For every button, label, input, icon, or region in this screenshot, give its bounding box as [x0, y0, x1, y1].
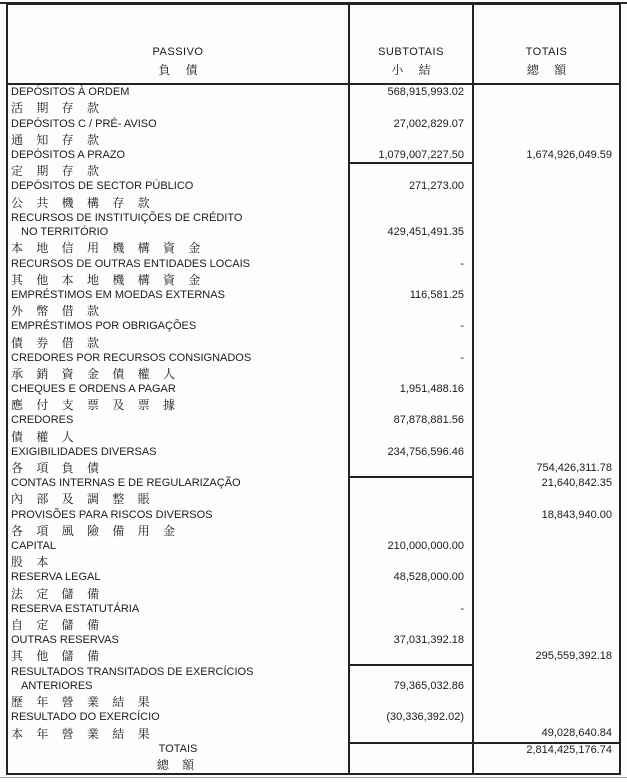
- total-value: [474, 445, 619, 459]
- total-value: 2,814,425,176.74: [474, 742, 619, 756]
- total-value: 18,843,940.00: [541, 508, 612, 521]
- total-value: [474, 570, 619, 584]
- table-row: [8, 194, 619, 211]
- row-label: 各 項 風 險 備 用 金: [8, 522, 350, 539]
- header-passivo-zh: 負 債: [158, 63, 204, 77]
- total-value: [474, 553, 619, 570]
- subtotal-value: [350, 302, 474, 319]
- row-label: CHEQUES E ORDENS A PAGAR: [8, 382, 350, 396]
- total-value: [474, 679, 619, 693]
- table-row: [8, 382, 619, 396]
- row-label: 歷 年 營 業 結 果: [8, 693, 350, 710]
- subtotal-value: [350, 459, 474, 476]
- table-row: [8, 710, 619, 724]
- table-row: [8, 239, 619, 256]
- row-label: RECURSOS DE INSTITUIÇÕES DE CRÉDITO: [8, 211, 350, 225]
- table-row: [8, 539, 619, 553]
- header-totais-pt: TOTAIS: [525, 46, 568, 58]
- subtotal-value: 48,528,000.00: [350, 570, 474, 584]
- table-row: [8, 148, 619, 162]
- total-value: [474, 710, 619, 724]
- total-value: [474, 351, 619, 365]
- subtotal-value: (30,336,392.02): [350, 710, 474, 724]
- total-value: 754,426,311.78: [536, 461, 612, 474]
- subtotal-value: 1,079,007,227.50: [350, 148, 474, 162]
- subtotal-value: [350, 271, 474, 288]
- subtotal-value: 568,915,993.02: [350, 85, 474, 99]
- row-label: RECURSOS DE OUTRAS ENTIDADES LOCAIS: [8, 256, 350, 270]
- total-value: [474, 616, 619, 633]
- table-row: [8, 131, 619, 148]
- total-value: [474, 664, 619, 678]
- row-label: OUTRAS RESERVAS: [8, 633, 350, 647]
- total-value: [474, 194, 619, 211]
- total-value: 49,028,640.84: [541, 727, 612, 740]
- subtotal-value: [350, 553, 474, 570]
- table-row: [8, 693, 619, 710]
- subtotal-value: [350, 428, 474, 445]
- total-value: [474, 693, 619, 710]
- total-value: [474, 225, 619, 239]
- table-row: [8, 116, 619, 130]
- total-value: [474, 239, 619, 256]
- row-label: 各 項 負 債: [8, 459, 350, 476]
- subtotal-value: [350, 585, 474, 602]
- subtotal-value: [350, 396, 474, 413]
- total-value: [474, 256, 619, 270]
- subtotal-value: [350, 211, 474, 225]
- total-value: [474, 302, 619, 319]
- table-row: [8, 225, 619, 239]
- subtotal-value: -: [350, 256, 474, 270]
- total-value: [474, 539, 619, 553]
- header-subtotais-zh: 小 結: [391, 63, 437, 77]
- total-value: [474, 490, 619, 507]
- subtotal-value: [350, 507, 474, 521]
- total-value: [474, 131, 619, 148]
- subtotal-value: 234,756,596.46: [350, 445, 474, 459]
- total-value: [474, 602, 619, 616]
- table-row: [8, 179, 619, 193]
- table-row: [8, 365, 619, 382]
- row-label: 本 年 營 業 結 果: [8, 725, 350, 742]
- subtotal-value: [350, 194, 474, 211]
- row-label: DEPÓSITOS C / PRÉ- AVISO: [8, 116, 350, 130]
- subtotal-value: [350, 99, 474, 116]
- total-value: [474, 179, 619, 193]
- header-passivo-pt: PASSIVO: [152, 46, 204, 58]
- table-row: [8, 679, 619, 693]
- table-row: [8, 413, 619, 427]
- row-label: 承 銷 資 金 債 權 人: [8, 365, 350, 382]
- table-row: [8, 445, 619, 459]
- subtotal-value: -: [350, 602, 474, 616]
- table-row: [8, 288, 619, 302]
- subtotal-value: 271,273.00: [350, 179, 474, 193]
- subtotal-value: [350, 647, 474, 664]
- total-value: [474, 319, 619, 333]
- table-row: [8, 351, 619, 365]
- table-rows: [8, 85, 619, 773]
- table-row: [8, 476, 619, 490]
- row-label: 活 期 存 款: [8, 99, 350, 116]
- total-value: [474, 382, 619, 396]
- row-label: EMPRÉSTIMOS POR OBRIGAÇÕES: [8, 319, 350, 333]
- row-label: RESERVA ESTATUTÁRIA: [8, 602, 350, 616]
- row-label: CREDORES: [8, 413, 350, 427]
- row-label: 總 額: [8, 756, 350, 773]
- subtotal-value: [350, 522, 474, 539]
- total-value: [474, 288, 619, 302]
- table-row: [8, 99, 619, 116]
- total-value: [474, 428, 619, 445]
- table-row: [8, 319, 619, 333]
- row-label: 自 定 儲 備: [8, 616, 350, 633]
- row-label: DEPÓSITOS DE SECTOR PÚBLICO: [8, 179, 350, 193]
- subtotal-value: [350, 131, 474, 148]
- row-label: 通 知 存 款: [8, 131, 350, 148]
- row-label: CREDORES POR RECURSOS CONSIGNADOS: [8, 351, 350, 365]
- header-passivo: [8, 5, 350, 83]
- subtotal-value: [350, 664, 474, 678]
- table-row: [8, 602, 619, 616]
- row-label: PROVISÕES PARA RISCOS DIVERSOS: [8, 507, 350, 521]
- table-row: [8, 585, 619, 602]
- subtotal-value: 116,581.25: [350, 288, 474, 302]
- subtotal-value: [350, 693, 474, 710]
- table-row: [8, 725, 619, 742]
- header-subtotais: [350, 5, 474, 83]
- subtotal-value: 429,451,491.35: [350, 225, 474, 239]
- row-label: 內 部 及 調 整 賬: [8, 490, 350, 507]
- table-row: [8, 256, 619, 270]
- table-row: [8, 507, 619, 521]
- row-label: DEPÓSITOS A PRAZO: [8, 148, 350, 162]
- table-row: [8, 459, 619, 476]
- table-row: [8, 85, 619, 99]
- row-label: 法 定 儲 備: [8, 585, 350, 602]
- total-value: [474, 522, 619, 539]
- total-value: [474, 396, 619, 413]
- row-label: 其 他 儲 備: [8, 647, 350, 664]
- table-row: [8, 522, 619, 539]
- total-value: [474, 585, 619, 602]
- table-row: [8, 162, 619, 179]
- table-row: [8, 756, 619, 773]
- scan-edge-line-bottom: [0, 777, 627, 778]
- subtotal-value: [350, 616, 474, 633]
- total-value: [474, 365, 619, 382]
- total-value: 21,640,842.35: [541, 477, 612, 490]
- subtotal-value: 1,951,488.16: [350, 382, 474, 396]
- total-value: [474, 116, 619, 130]
- table-row: [8, 396, 619, 413]
- subtotal-value: [350, 742, 474, 756]
- subtotal-value: -: [350, 319, 474, 333]
- header-subtotais-pt: SUBTOTAIS: [378, 46, 444, 58]
- total-value: [474, 271, 619, 288]
- table-row: [8, 570, 619, 584]
- total-value: [474, 211, 619, 225]
- row-label: DEPÓSITOS À ORDEM: [8, 85, 350, 99]
- total-value: [474, 85, 619, 99]
- row-label: ANTERIORES: [8, 679, 350, 693]
- total-value: 295,559,392.18: [535, 649, 612, 662]
- table-row: [8, 334, 619, 351]
- total-value: [474, 334, 619, 351]
- subtotal-value: [350, 365, 474, 382]
- table-row: [8, 633, 619, 647]
- subtotal-value: 87,878,881.56: [350, 413, 474, 427]
- subtotal-value: [350, 725, 474, 742]
- row-label: RESULTADOS TRANSITADOS DE EXERCÍCIOS: [8, 664, 350, 678]
- table-row: [8, 616, 619, 633]
- subtotal-value: 27,002,829.07: [350, 116, 474, 130]
- liabilities-table: [6, 3, 621, 775]
- total-value: [474, 413, 619, 427]
- total-value: 1,674,926,049.59: [526, 148, 612, 161]
- table-row: [8, 490, 619, 507]
- table-row: [8, 647, 619, 664]
- subtotal-value: 37,031,392.18: [350, 633, 474, 647]
- total-value: [474, 162, 619, 179]
- row-label: RESULTADO DO EXERCÍCIO: [8, 710, 350, 724]
- table-row: [8, 428, 619, 445]
- row-label: 其 他 本 地 機 構 資 金: [8, 271, 350, 288]
- row-label: 定 期 存 款: [8, 162, 350, 179]
- subtotal-value: [350, 162, 474, 179]
- subtotal-value: [350, 490, 474, 507]
- table-row: [8, 742, 619, 756]
- row-label: TOTAIS: [8, 742, 350, 756]
- header-totais: [474, 5, 619, 83]
- row-label: CAPITAL: [8, 539, 350, 553]
- row-label: 應 付 支 票 及 票 據: [8, 396, 350, 413]
- subtotal-value: [350, 334, 474, 351]
- table-row: [8, 553, 619, 570]
- row-label: 本 地 信 用 機 構 資 金: [8, 239, 350, 256]
- table-row: [8, 271, 619, 288]
- subtotal-value: -: [350, 351, 474, 365]
- subtotal-value: [350, 756, 474, 773]
- row-label: EMPRÉSTIMOS EM MOEDAS EXTERNAS: [8, 288, 350, 302]
- row-label: 外 幣 借 款: [8, 302, 350, 319]
- row-label: EXIGIBILIDADES DIVERSAS: [8, 445, 350, 459]
- subtotal-value: [350, 476, 474, 490]
- row-label: 公 共 機 構 存 款: [8, 194, 350, 211]
- row-label: CONTAS INTERNAS E DE REGULARIZAÇÃO: [8, 476, 350, 490]
- row-label: NO TERRITÓRIO: [8, 225, 350, 239]
- table-row: [8, 664, 619, 678]
- row-label: 股 本: [8, 553, 350, 570]
- table-header-row: [8, 5, 619, 85]
- header-totais-zh: 總 額: [526, 63, 573, 77]
- total-value: [474, 756, 619, 773]
- subtotal-value: [350, 239, 474, 256]
- row-label: 債 券 借 款: [8, 334, 350, 351]
- subtotal-value: 79,365,032.86: [350, 679, 474, 693]
- table-row: [8, 211, 619, 225]
- subtotal-value: 210,000,000.00: [350, 539, 474, 553]
- total-value: [474, 99, 619, 116]
- table-row: [8, 302, 619, 319]
- total-value: [474, 633, 619, 647]
- row-label: 債 權 人: [8, 428, 350, 445]
- row-label: RESERVA LEGAL: [8, 570, 350, 584]
